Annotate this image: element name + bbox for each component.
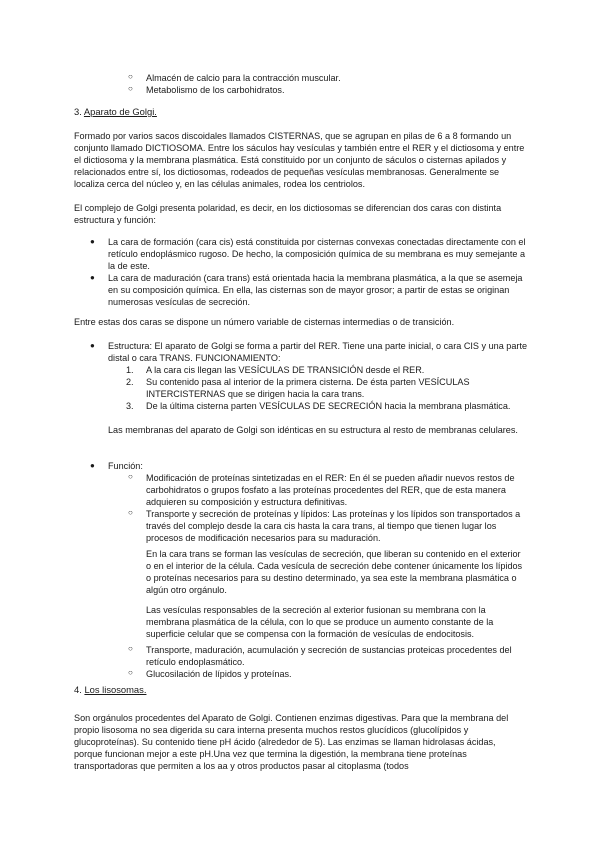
paragraph: Las vesículas responsables de la secreción al exterior fusionan su membrana con la membrana plasmática de la célula, con lo que se produce un aumento constante de la superficie celular que se compensa con la formación de vesículas de endocitosis. <box>146 605 494 639</box>
list-item: Estructura: El aparato de Golgi se forma a partir del RER. Tiene una parte inicial, o cara CIS y una parte distal o cara TRANS. FUNCIONAMIENTO: <box>108 341 528 363</box>
hollow-bullet-icon: ○ <box>128 472 133 481</box>
list-item: Transporte y secreción de proteínas y lípidos: Las proteínas y los lípidos son transportados a través del complejo desde la cara cis hasta la cara trans, al tiempo que tienen lugar los procesos de modificación necesarios para su maduración. <box>146 509 521 543</box>
list-item: La cara de maduración (cara trans) está orientada hacia la membrana plasmática, a la que se asemeja en su composición química. En ella, las cisternas son de mayor grosor; a partir de estas se originan numerosas vesículas de secreción. <box>108 273 523 307</box>
hollow-bullet-icon: ○ <box>128 668 133 677</box>
step-text: A la cara cis llegan las VESÍCULAS DE TRANSICIÓN desde el RER. <box>146 365 425 375</box>
hollow-bullet-icon: ○ <box>128 508 133 517</box>
list-item: Modificación de proteínas sintetizadas en el RER: En él se pueden añadir nuevos restos de carbohidratos o grupos fosfato a las proteínas procedentes del RER, que de esta manera adquieren su composición y estructura definitivas. <box>146 473 515 507</box>
paragraph: Son orgánulos procedentes del Aparato de Golgi. Contienen enzimas digestivas. Para que la membrana del propio lisosoma no sea digerida su cara interna presenta muchos restos glucídicos (glucolípidos y glucoproteínas). Su contenido tiene pH ácido (alrededor de 5). Las enzimas se llaman hidrolasas ácidas, porque funcionan mejor a este pH.Una vez que termina la digestión, la membrana tiene proteínas transportadoras que permiten a los aa y otros productos pasar al citoplasma (todos <box>74 713 509 771</box>
bullet-icon: ● <box>90 237 95 246</box>
paragraph: El complejo de Golgi presenta polaridad, es decir, en los dictiosomas se diferencian dos caras con distinta estructura y función: <box>74 203 502 225</box>
hollow-bullet-icon: ○ <box>128 72 133 81</box>
step-number: 1. <box>126 365 134 375</box>
bullet-icon: ● <box>90 461 95 470</box>
section-title: Aparato de Golgi. <box>83 106 157 117</box>
hollow-bullet-icon: ○ <box>128 644 133 653</box>
function-label: Función: <box>108 461 143 471</box>
step-number: 3. <box>126 401 134 411</box>
list-item: Metabolismo de los carbohidratos. <box>146 85 285 95</box>
section-heading-golgi <box>74 106 157 118</box>
step-number: 2. <box>126 377 134 387</box>
list-item: Glucosilación de lípidos y proteínas. <box>146 669 292 679</box>
section-heading-lysosomes <box>74 684 146 696</box>
hollow-bullet-icon: ○ <box>128 84 133 93</box>
list-item: Almacén de calcio para la contracción muscular. <box>146 73 341 83</box>
step-text: Su contenido pasa al interior de la primera cisterna. De ésta parten VESÍCULAS INTERCISTERNAS que se dirigen hacia la cara trans. <box>146 377 470 399</box>
section-title: Los lisosomas. <box>84 684 147 695</box>
bullet-icon: ● <box>90 273 95 282</box>
paragraph: Entre estas dos caras se dispone un número variable de cisternas intermedias o de transición. <box>74 317 455 327</box>
section-number: 4. <box>74 684 82 695</box>
paragraph: En la cara trans se forman las vesículas de secreción, que liberan su contenido en el exterior o en el interior de la célula. Cada vesícula de secreción debe contener únicamente los lípidos o proteínas necesarios para su destino determinado, ya sea este la membrana plasmática o algún otro orgánulo. <box>146 549 523 595</box>
section-number: 3. <box>74 106 82 117</box>
bullet-icon: ● <box>90 341 95 350</box>
list-item: Transporte, maduración, acumulación y secreción de sustancias proteicas procedentes del retículo endoplasmático. <box>146 645 512 667</box>
step-text: De la última cisterna parten VESÍCULAS DE SECRECIÓN hacia la membrana plasmática. <box>146 401 511 411</box>
paragraph: Las membranas del aparato de Golgi son idénticas en su estructura al resto de membranas celulares. <box>108 425 518 435</box>
paragraph: Formado por varios sacos discoidales llamados CISTERNAS, que se agrupan en pilas de 6 a 8 formando un conjunto llamado DICTIOSOMA. Entre los sáculos hay vesículas y también entre el RER y el dictiosoma y entre el dictiosoma y la membrana plasmática. Está constituido por un conjunto de sáculos o cisternas apilados y relacionados entre sí, los dictiosomas, rodeados de pequeñas vesículas membranosas. Generalmente se localiza cerca del núcleo y, en las células animales, rodea los centriolos. <box>74 131 525 189</box>
list-item: La cara de formación (cara cis) está constituida por cisternas convexas conectadas directamente con el retículo endoplásmico rugoso. De hecho, la composición química de su membrana es muy semejante a la de este. <box>108 237 526 271</box>
